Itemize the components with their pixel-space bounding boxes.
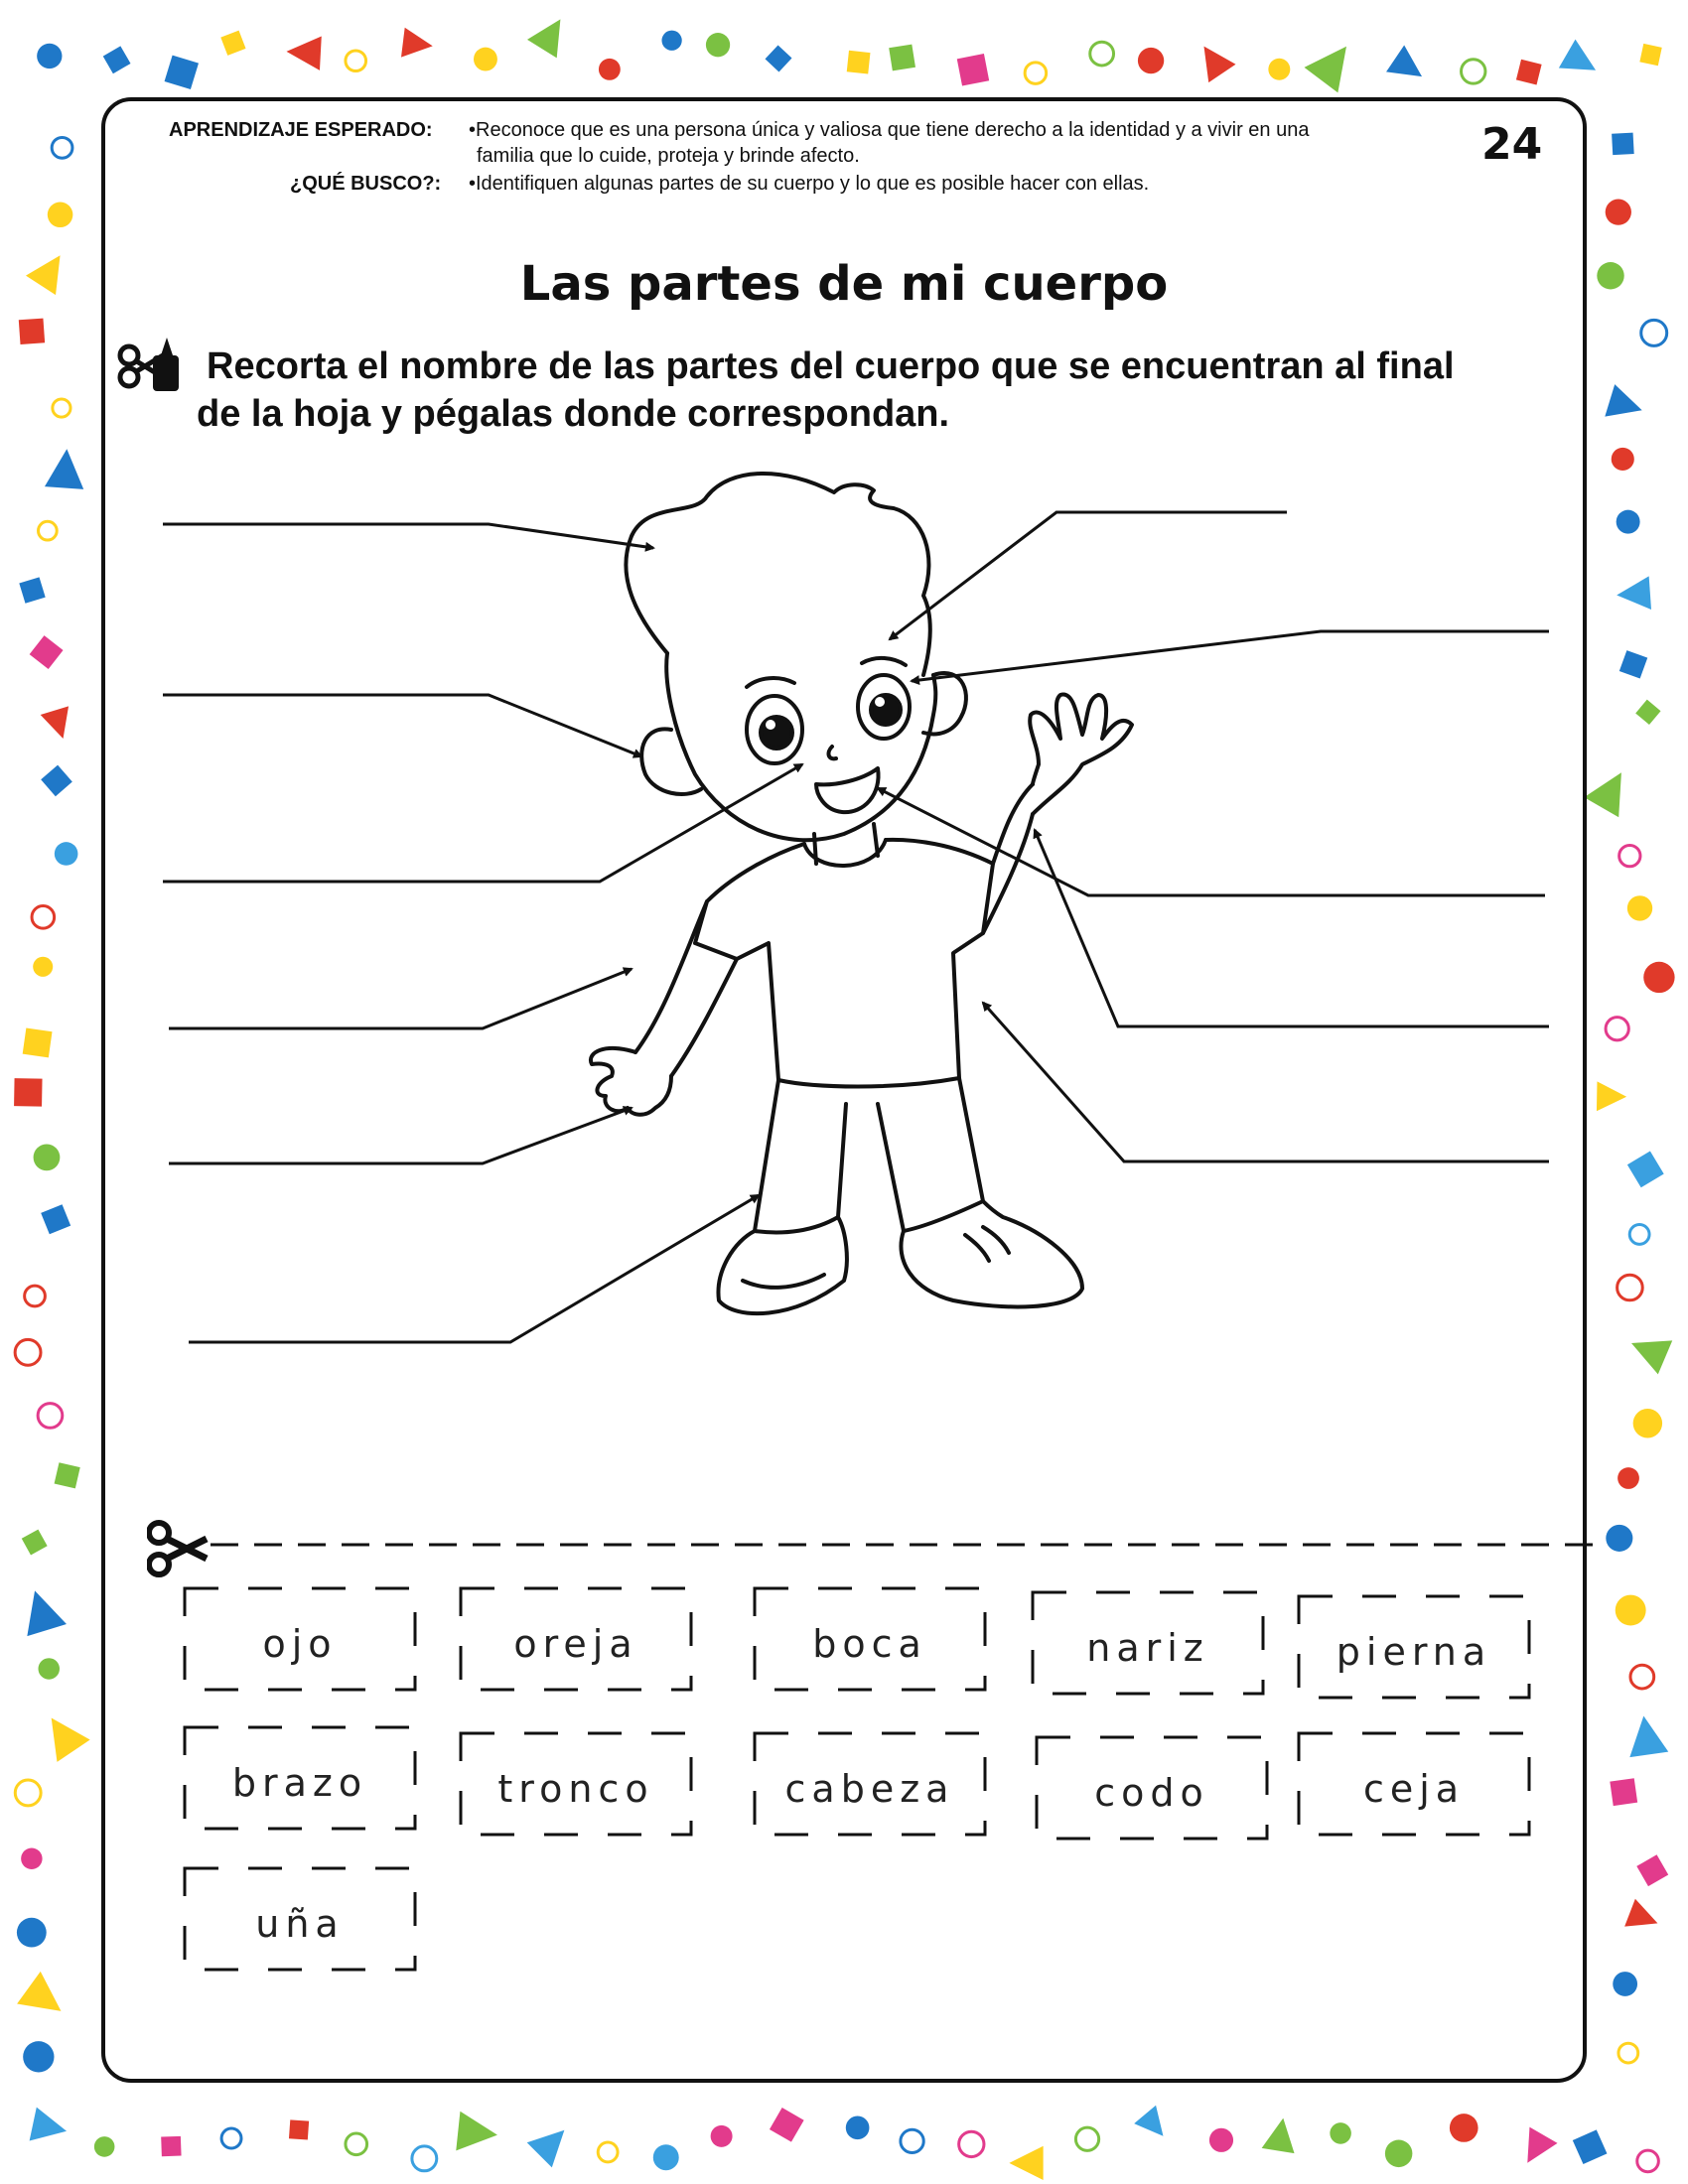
seek-label: ¿QUÉ BUSCO?: bbox=[290, 173, 442, 195]
boy-mouth bbox=[816, 768, 879, 812]
confetti-piece bbox=[1573, 2129, 1608, 2164]
confetti-piece bbox=[1262, 2116, 1300, 2153]
confetti-piece bbox=[1134, 2106, 1174, 2145]
boy-left-arm bbox=[635, 901, 737, 1076]
boy-left-hand bbox=[591, 1048, 671, 1115]
word-card-oreja[interactable] bbox=[459, 1586, 693, 1692]
confetti-piece bbox=[38, 1658, 59, 1679]
label-leader-lines bbox=[163, 512, 1549, 1342]
word-card-label: ojo bbox=[262, 1622, 338, 1666]
confetti-piece bbox=[456, 2112, 499, 2155]
boy-left-eyebrow bbox=[747, 678, 794, 687]
word-card-boca[interactable] bbox=[753, 1586, 987, 1692]
confetti-piece bbox=[1610, 1778, 1637, 1806]
learning-text-line1: •Reconoce que es una persona única y valiosa que tiene derecho a la identidad y a vivir en una bbox=[469, 119, 1310, 141]
confetti-piece bbox=[770, 2108, 804, 2142]
word-card-nariz[interactable] bbox=[1031, 1590, 1265, 1696]
boy-right-arm bbox=[983, 784, 1033, 933]
boy-right-hand bbox=[1030, 694, 1132, 814]
confetti-piece bbox=[1513, 2127, 1557, 2171]
scissors-icon bbox=[149, 1523, 207, 1574]
word-card-label: ceja bbox=[1362, 1767, 1466, 1811]
confetti-piece bbox=[598, 2142, 618, 2162]
confetti-piece bbox=[21, 1848, 42, 1869]
word-card-tronco[interactable] bbox=[459, 1731, 693, 1837]
confetti-piece bbox=[1450, 2114, 1478, 2142]
confetti-piece bbox=[1075, 2127, 1098, 2150]
learning-label: APRENDIZAJE ESPERADO: bbox=[169, 119, 433, 141]
leader-line-eyebrow bbox=[890, 512, 1287, 639]
confetti-piece bbox=[1616, 1595, 1646, 1626]
word-card-label: boca bbox=[812, 1622, 927, 1666]
confetti-piece bbox=[1606, 1525, 1632, 1552]
leader-line-elbow bbox=[1035, 830, 1549, 1026]
confetti-piece bbox=[1624, 1899, 1663, 1938]
boy-face bbox=[666, 653, 935, 840]
confetti-piece bbox=[30, 2108, 70, 2148]
leader-line-head bbox=[163, 524, 653, 548]
confetti-piece bbox=[1636, 1854, 1668, 1886]
leader-line-leg bbox=[189, 1195, 759, 1342]
word-card-label: pierna bbox=[1336, 1630, 1492, 1674]
confetti-piece bbox=[1613, 1972, 1637, 1996]
leader-line-eye bbox=[912, 631, 1549, 681]
boy-torso bbox=[695, 840, 993, 1087]
boy-hair bbox=[626, 474, 929, 675]
page-title: Las partes de mi cuerpo bbox=[519, 256, 1169, 312]
word-card-brazo[interactable] bbox=[183, 1725, 417, 1831]
confetti-piece bbox=[23, 2041, 54, 2072]
learning-text-line2: familia que lo cuide, proteja y brinde afecto. bbox=[477, 145, 860, 167]
confetti-piece bbox=[846, 2116, 870, 2139]
boy-left-shoe bbox=[718, 1217, 846, 1313]
word-card-label: cabeza bbox=[784, 1767, 955, 1811]
page-number: 24 bbox=[1481, 119, 1543, 170]
word-card-label: nariz bbox=[1086, 1626, 1209, 1670]
word-card-label: codo bbox=[1094, 1771, 1209, 1815]
boy-left-leg bbox=[755, 1080, 846, 1231]
boy-right-shoe bbox=[901, 1201, 1082, 1306]
confetti-piece bbox=[15, 1584, 67, 1636]
boy-nose bbox=[829, 747, 836, 758]
word-card-label: tronco bbox=[497, 1767, 654, 1811]
confetti-piece bbox=[959, 2131, 984, 2156]
confetti-piece bbox=[653, 2144, 679, 2170]
confetti-piece bbox=[1330, 2122, 1351, 2144]
confetti-piece bbox=[346, 2133, 367, 2155]
leader-line-arm bbox=[169, 969, 632, 1028]
confetti-piece bbox=[1630, 1665, 1654, 1689]
word-card-label: uña bbox=[255, 1902, 345, 1946]
word-card-cabeza[interactable] bbox=[753, 1731, 987, 1837]
confetti-piece bbox=[1624, 1713, 1668, 1757]
confetti-piece bbox=[1637, 2150, 1659, 2172]
seek-text: •Identifiquen algunas partes de su cuerpo y lo que es posible hacer con ellas. bbox=[469, 173, 1150, 195]
confetti-piece bbox=[901, 2129, 923, 2152]
leader-line-mouth bbox=[878, 788, 1545, 895]
instruction-line2: de la hoja y pégalas donde correspondan. bbox=[197, 393, 950, 435]
word-card-label: brazo bbox=[231, 1761, 368, 1805]
confetti-piece bbox=[94, 2136, 115, 2157]
confetti-piece bbox=[161, 2136, 181, 2156]
confetti-piece bbox=[1385, 2140, 1413, 2168]
word-card-pierna[interactable] bbox=[1297, 1594, 1531, 1700]
confetti-piece bbox=[15, 1780, 41, 1806]
instruction-line1: Recorta el nombre de las partes del cuerpo que se encuentran al final bbox=[207, 345, 1455, 387]
confetti-piece bbox=[35, 1706, 90, 1762]
confetti-piece bbox=[1209, 2128, 1233, 2152]
confetti-piece bbox=[412, 2146, 437, 2171]
confetti-piece bbox=[221, 2128, 241, 2148]
word-card-ojo[interactable] bbox=[183, 1586, 417, 1692]
leader-line-nail bbox=[169, 1108, 632, 1163]
confetti-piece bbox=[289, 2119, 309, 2139]
word-card-ceja[interactable] bbox=[1297, 1731, 1531, 1837]
confetti-piece bbox=[1618, 2043, 1638, 2063]
confetti-piece bbox=[527, 2117, 577, 2167]
confetti-piece bbox=[17, 1972, 72, 2027]
boy-right-eyebrow bbox=[862, 658, 906, 665]
leader-line-ear bbox=[163, 695, 641, 756]
cut-dashed-line bbox=[147, 1519, 1597, 1578]
word-card-label: oreja bbox=[513, 1622, 638, 1666]
confetti-piece bbox=[17, 1918, 47, 1948]
boy-left-ear bbox=[641, 729, 701, 794]
confetti-piece bbox=[711, 2125, 733, 2147]
leader-line-nose bbox=[163, 764, 802, 882]
confetti-piece bbox=[22, 1530, 48, 1556]
word-card-uña[interactable] bbox=[183, 1866, 417, 1972]
confetti-piece bbox=[1009, 2146, 1043, 2180]
word-card-codo[interactable] bbox=[1035, 1735, 1269, 1841]
